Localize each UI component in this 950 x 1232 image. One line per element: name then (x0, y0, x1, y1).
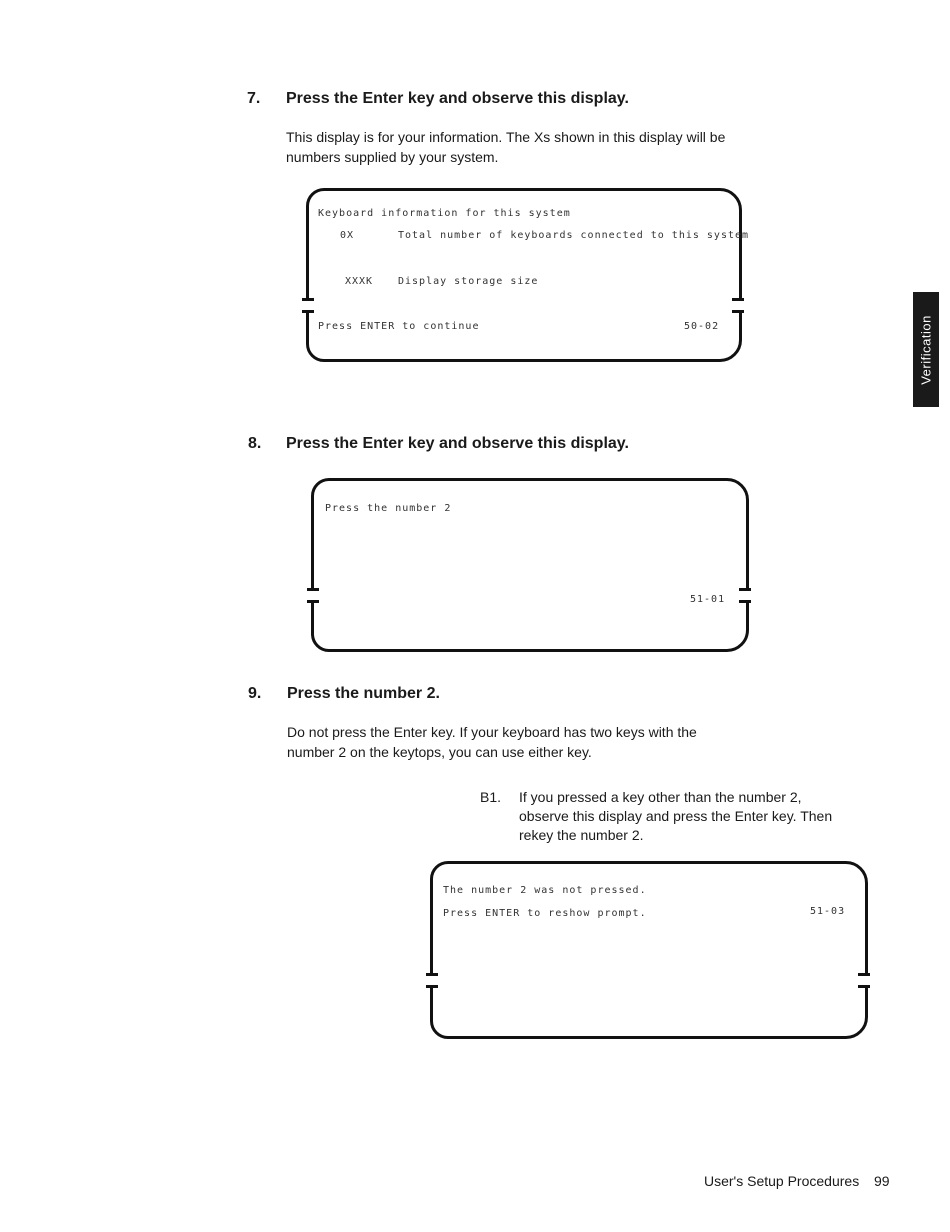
step-9-paragraph-line-2: number 2 on the keytops, you can use either key. (287, 744, 592, 760)
screen-50-02-row2-desc: Display storage size (398, 276, 539, 287)
screen-50-02-id: 50-02 (684, 321, 720, 332)
step-7-paragraph-line-2: numbers supplied by your system. (286, 149, 499, 165)
step-8-title: Press the Enter key and observe this display. (286, 435, 629, 452)
b1-line-1: If you pressed a key other than the number 2, (519, 789, 802, 805)
screen-50-02-row2-code: XXXK (345, 276, 374, 287)
footer-section-title: User's Setup Procedures (704, 1173, 860, 1189)
step-9-number: 9. (248, 685, 262, 702)
page-number: 99 (874, 1173, 890, 1189)
step-7-paragraph-line-1: This display is for your information. The Xs shown in this display will be (286, 129, 726, 145)
screen-51-03-line-1: The number 2 was not pressed. (443, 885, 647, 896)
screen-50-02-prompt: Press ENTER to continue (318, 321, 480, 332)
screen-50-02-row1-code: 0X (340, 230, 355, 241)
screen-51-01-prompt: Press the number 2 (325, 503, 452, 514)
screen-50-02-title: Keyboard information for this system (318, 208, 571, 219)
b1-label: B1. (480, 789, 502, 805)
step-7-title: Press the Enter key and observe this display. (286, 90, 629, 107)
step-8-number: 8. (248, 435, 262, 452)
b1-line-3: rekey the number 2. (519, 827, 644, 843)
section-tab (913, 292, 939, 407)
step-9-paragraph-line-1: Do not press the Enter key. If your keyboard has two keys with the (287, 724, 697, 740)
step-9-title: Press the number 2. (287, 685, 440, 702)
b1-line-2: observe this display and press the Enter key. Then (519, 808, 833, 824)
step-7-number: 7. (247, 90, 261, 107)
screen-51-03-line-2: Press ENTER to reshow prompt. (443, 908, 647, 919)
section-tab-label: Verification (918, 314, 934, 385)
screen-51-01-id: 51-01 (690, 594, 726, 605)
screen-50-02-row1-desc: Total number of keyboards connected to this system (398, 230, 750, 241)
screen-51-03-id: 51-03 (810, 906, 846, 917)
